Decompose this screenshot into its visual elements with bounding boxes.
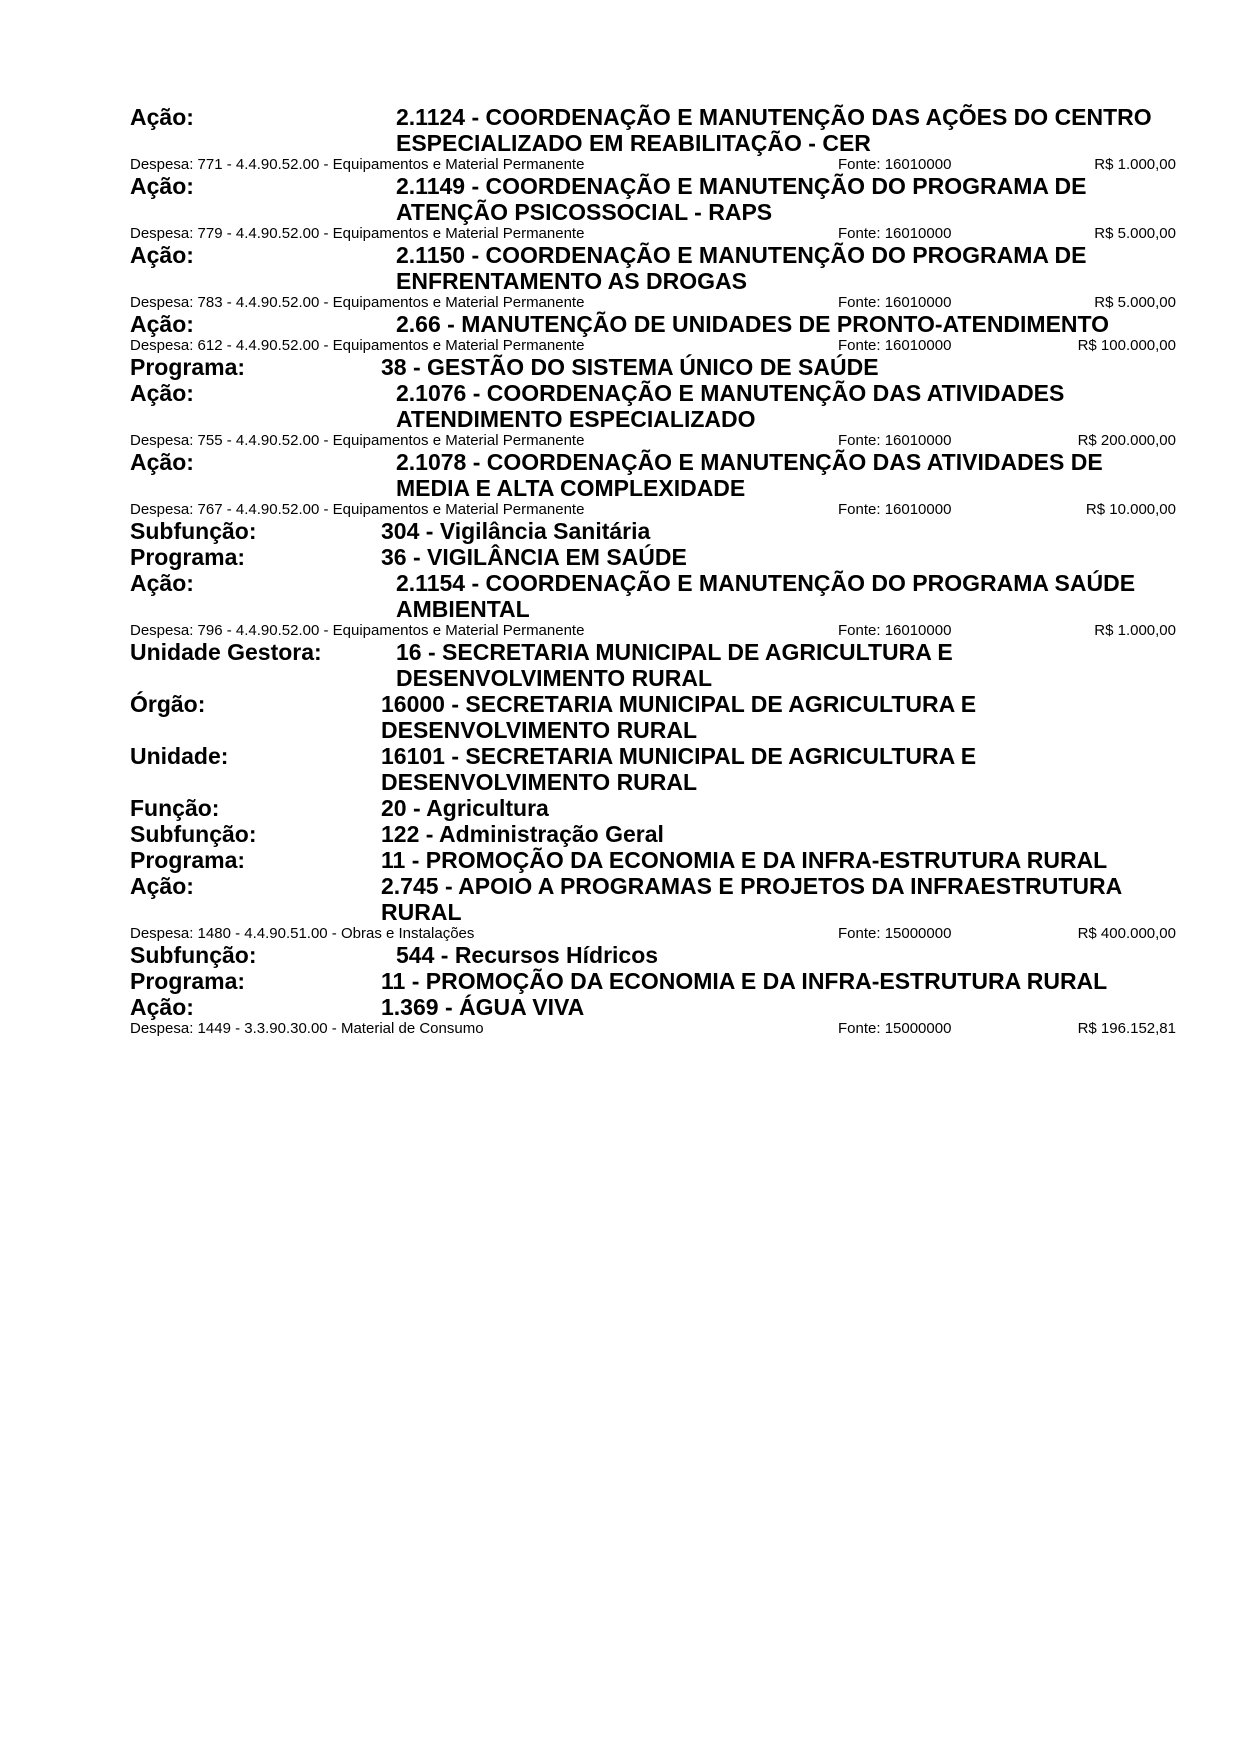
heading-value: 2.1124 - COORDENAÇÃO E MANUTENÇÃO DAS AÇÕES DO CENTRO ESPECIALIZADO EM REABILITAÇÃO - CER — [396, 104, 1152, 156]
expense-description: Despesa: 1480 - 4.4.90.51.00 - Obras e Instalações — [130, 925, 475, 942]
heading-label: Ação: — [130, 311, 194, 337]
heading-row — [130, 380, 1176, 432]
expense-amount: R$ 5.000,00 — [1094, 294, 1176, 311]
expense-source: Fonte: 16010000 — [838, 337, 952, 354]
heading-row — [130, 821, 1176, 847]
expense-amount: R$ 10.000,00 — [1085, 501, 1176, 518]
heading-value: 16101 - SECRETARIA MUNICIPAL DE AGRICULTURA E DESENVOLVIMENTO RURAL — [381, 743, 977, 795]
heading-label: Ação: — [130, 873, 194, 899]
expense-source: Fonte: 16010000 — [838, 225, 952, 242]
heading-value: 16000 - SECRETARIA MUNICIPAL DE AGRICULTURA E DESENVOLVIMENTO RURAL — [381, 691, 977, 743]
expense-description: Despesa: 783 - 4.4.90.52.00 - Equipamentos e Material Permanente — [130, 294, 585, 311]
heading-row — [130, 544, 1176, 570]
expense-amount: R$ 400.000,00 — [1077, 925, 1176, 942]
heading-value: 38 - GESTÃO DO SISTEMA ÚNICO DE SAÚDE — [381, 354, 879, 380]
heading-label: Órgão: — [130, 691, 206, 717]
heading-row — [130, 795, 1176, 821]
heading-value: 2.1076 - COORDENAÇÃO E MANUTENÇÃO DAS ATIVIDADES ATENDIMENTO ESPECIALIZADO — [396, 380, 1065, 432]
heading-row — [130, 942, 1176, 968]
heading-value: 304 - Vigilância Sanitária — [381, 518, 651, 544]
heading-value: 2.1150 - COORDENAÇÃO E MANUTENÇÃO DO PROGRAMA DE ENFRENTAMENTO AS DROGAS — [396, 242, 1087, 294]
heading-row — [130, 518, 1176, 544]
heading-label: Ação: — [130, 994, 194, 1020]
heading-row — [130, 173, 1176, 225]
heading-row — [130, 242, 1176, 294]
heading-row — [130, 743, 1176, 795]
expense-row — [130, 156, 1176, 173]
expense-source: Fonte: 15000000 — [838, 1020, 952, 1037]
heading-row — [130, 994, 1176, 1020]
expense-row — [130, 225, 1176, 242]
expense-description: Despesa: 755 - 4.4.90.52.00 - Equipamentos e Material Permanente — [130, 432, 585, 449]
heading-value: 36 - VIGILÂNCIA EM SAÚDE — [381, 544, 687, 570]
heading-value: 11 - PROMOÇÃO DA ECONOMIA E DA INFRA-ESTRUTURA RURAL — [381, 847, 1108, 873]
expense-source: Fonte: 16010000 — [838, 432, 952, 449]
expense-description: Despesa: 612 - 4.4.90.52.00 - Equipamentos e Material Permanente — [130, 337, 585, 354]
expense-source: Fonte: 16010000 — [838, 622, 952, 639]
heading-label: Programa: — [130, 354, 246, 380]
expense-source: Fonte: 15000000 — [838, 925, 952, 942]
heading-label: Função: — [130, 795, 220, 821]
heading-value: 2.1154 - COORDENAÇÃO E MANUTENÇÃO DO PROGRAMA SAÚDE AMBIENTAL — [396, 570, 1136, 622]
expense-description: Despesa: 779 - 4.4.90.52.00 - Equipamentos e Material Permanente — [130, 225, 585, 242]
expense-amount: R$ 196.152,81 — [1077, 1020, 1176, 1037]
heading-label: Unidade Gestora: — [130, 639, 322, 665]
heading-label: Unidade: — [130, 743, 229, 769]
expense-source: Fonte: 16010000 — [838, 501, 952, 518]
expense-amount: R$ 1.000,00 — [1094, 622, 1176, 639]
expense-row — [130, 501, 1176, 518]
expense-description: Despesa: 771 - 4.4.90.52.00 - Equipamentos e Material Permanente — [130, 156, 585, 173]
heading-value: 11 - PROMOÇÃO DA ECONOMIA E DA INFRA-ESTRUTURA RURAL — [381, 968, 1108, 994]
expense-row — [130, 1020, 1176, 1037]
expense-amount: R$ 200.000,00 — [1077, 432, 1176, 449]
expense-row — [130, 337, 1176, 354]
expense-source: Fonte: 16010000 — [838, 294, 952, 311]
heading-label: Subfunção: — [130, 821, 257, 847]
expense-description: Despesa: 767 - 4.4.90.52.00 - Equipamentos e Material Permanente — [130, 501, 585, 518]
heading-value: 2.745 - APOIO A PROGRAMAS E PROJETOS DA INFRAESTRUTURA RURAL — [381, 873, 1122, 925]
heading-row — [130, 449, 1176, 501]
expense-row — [130, 925, 1176, 942]
expense-amount: R$ 100.000,00 — [1077, 337, 1176, 354]
heading-value: 1.369 - ÁGUA VIVA — [381, 994, 585, 1020]
heading-row — [130, 354, 1176, 380]
heading-row — [130, 691, 1176, 743]
heading-label: Ação: — [130, 104, 194, 130]
heading-label: Ação: — [130, 449, 194, 475]
heading-label: Programa: — [130, 968, 246, 994]
expense-row — [130, 432, 1176, 449]
heading-label: Programa: — [130, 544, 246, 570]
heading-row — [130, 311, 1176, 337]
heading-row — [130, 968, 1176, 994]
heading-value: 16 - SECRETARIA MUNICIPAL DE AGRICULTURA E DESENVOLVIMENTO RURAL — [396, 639, 953, 691]
heading-label: Subfunção: — [130, 518, 257, 544]
expense-description: Despesa: 1449 - 3.3.90.30.00 - Material de Consumo — [130, 1020, 484, 1037]
heading-label: Programa: — [130, 847, 246, 873]
expense-row — [130, 294, 1176, 311]
heading-row — [130, 570, 1176, 622]
heading-value: 122 - Administração Geral — [381, 821, 664, 847]
heading-value: 2.66 - MANUTENÇÃO DE UNIDADES DE PRONTO-ATENDIMENTO — [396, 311, 1110, 337]
expense-amount: R$ 5.000,00 — [1094, 225, 1176, 242]
heading-label: Subfunção: — [130, 942, 257, 968]
expense-amount: R$ 1.000,00 — [1094, 156, 1176, 173]
heading-row — [130, 873, 1176, 925]
heading-label: Ação: — [130, 173, 194, 199]
heading-value: 2.1078 - COORDENAÇÃO E MANUTENÇÃO DAS ATIVIDADES DE MEDIA E ALTA COMPLEXIDADE — [396, 449, 1103, 501]
heading-row — [130, 847, 1176, 873]
expense-source: Fonte: 16010000 — [838, 156, 952, 173]
heading-value: 544 - Recursos Hídricos — [396, 942, 659, 968]
budget-document — [130, 104, 1176, 1037]
heading-label: Ação: — [130, 570, 194, 596]
expense-row — [130, 622, 1176, 639]
heading-label: Ação: — [130, 242, 194, 268]
heading-label: Ação: — [130, 380, 194, 406]
expense-description: Despesa: 796 - 4.4.90.52.00 - Equipamentos e Material Permanente — [130, 622, 585, 639]
heading-value: 2.1149 - COORDENAÇÃO E MANUTENÇÃO DO PROGRAMA DE ATENÇÃO PSICOSSOCIAL - RAPS — [396, 173, 1087, 225]
heading-value: 20 - Agricultura — [381, 795, 549, 821]
heading-row — [130, 639, 1176, 691]
heading-row — [130, 104, 1176, 156]
